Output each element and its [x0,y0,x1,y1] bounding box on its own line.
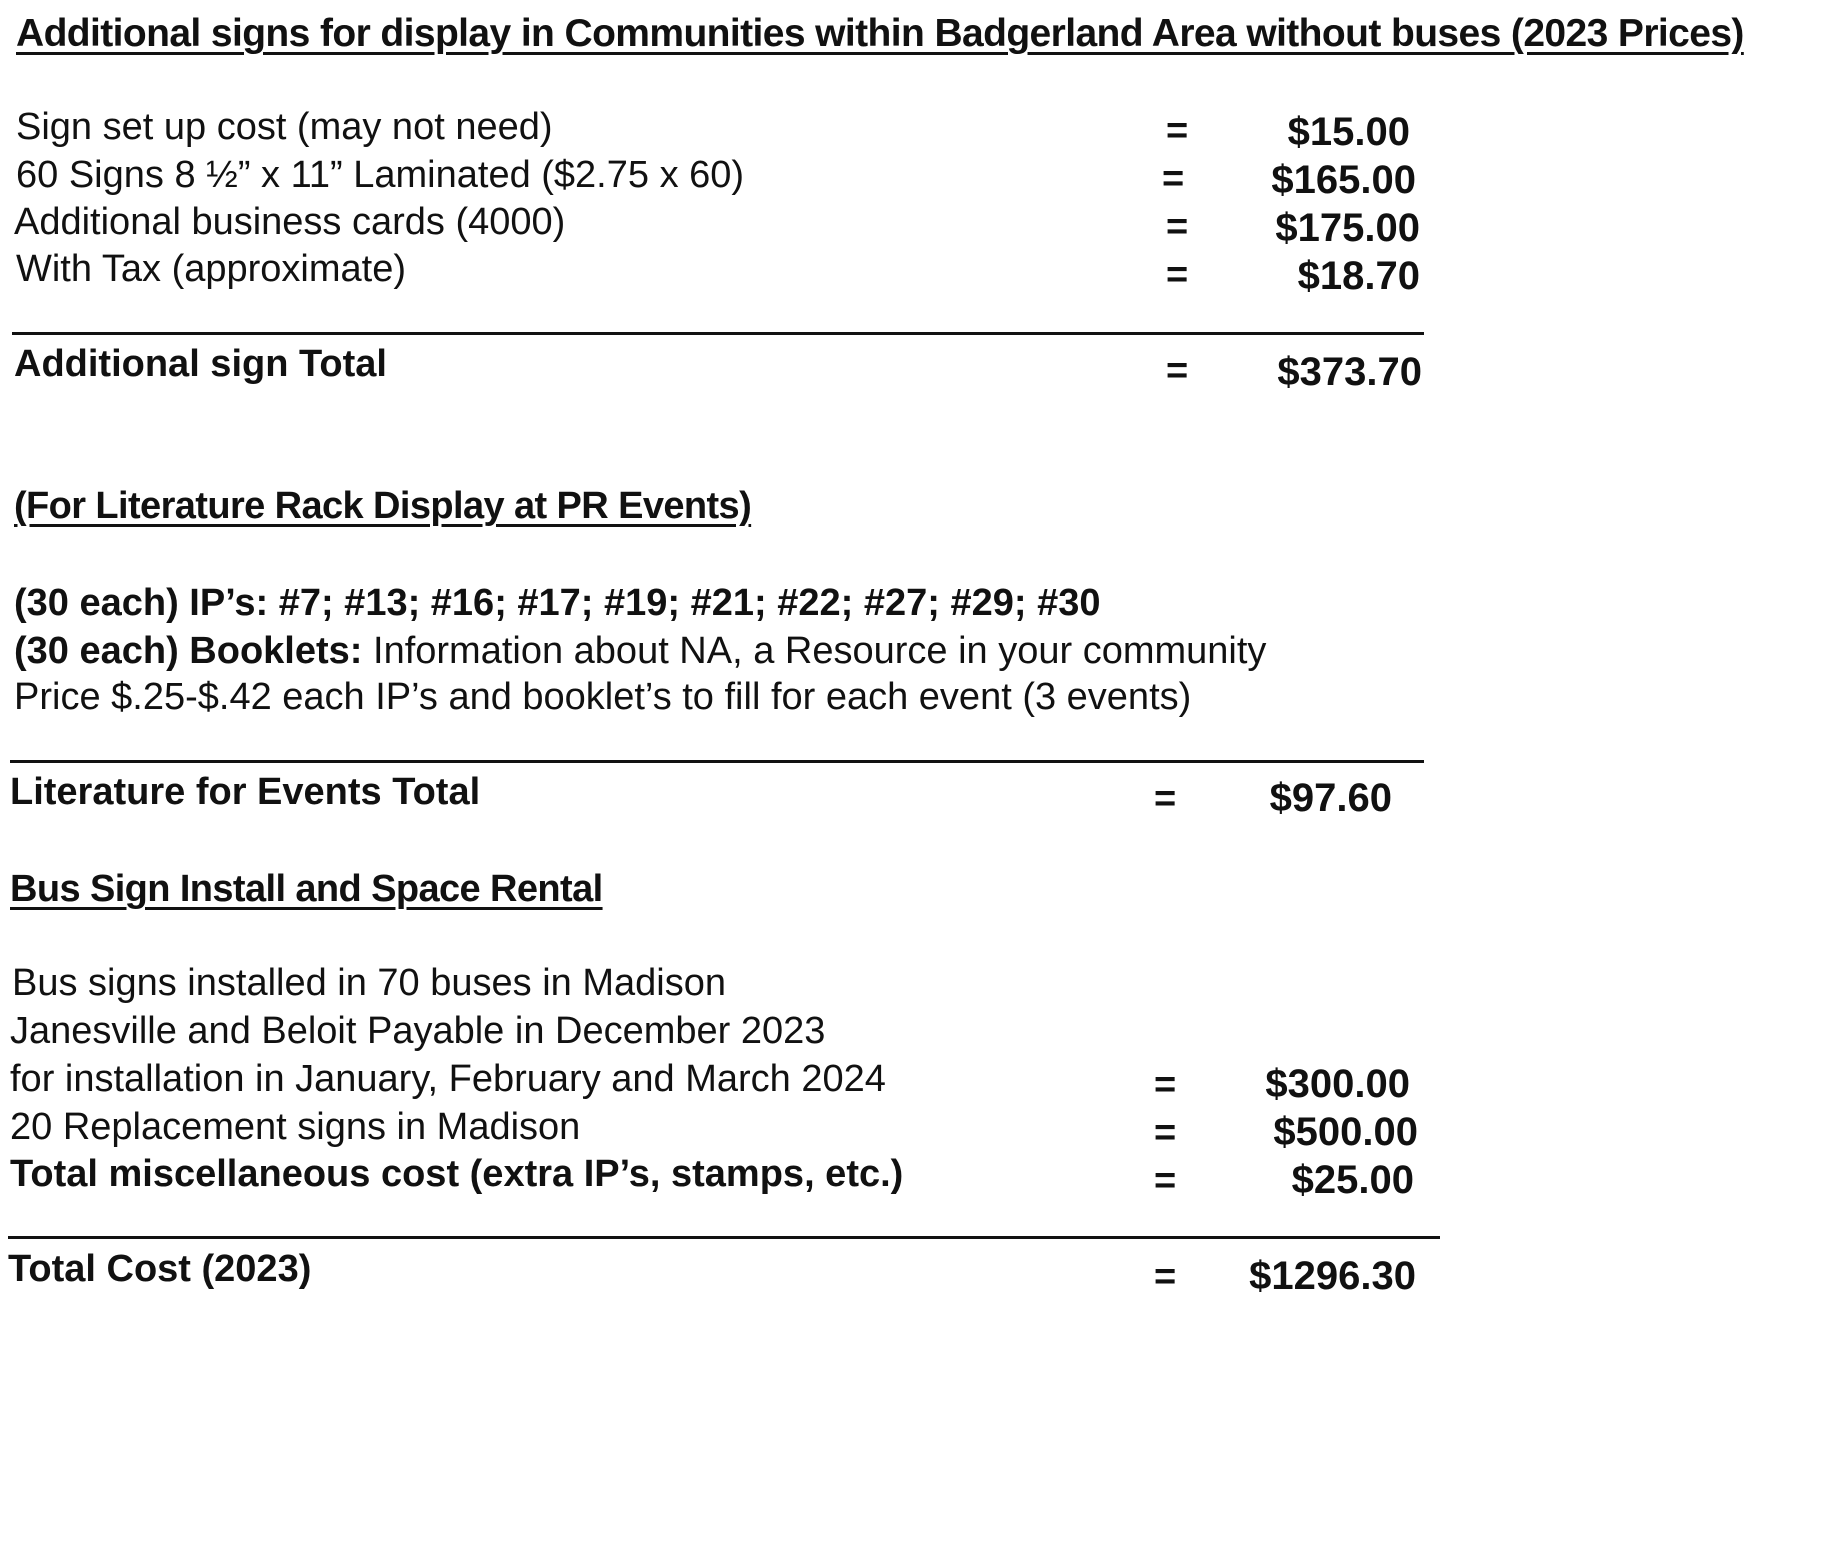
equals-sign: = [1166,350,1189,392]
equals-sign: = [1154,1064,1177,1106]
booklets-label: (30 each) Booklets: [14,630,363,672]
price-line: Price $.25-$.42 each IP’s and booklet’s to fill for each event (3 events) [14,676,1192,718]
item-label: Sign set up cost (may not need) [16,106,553,148]
item-amount: $25.00 [1291,1158,1414,1202]
grand-total-amount: $1296.30 [1249,1254,1416,1298]
subtotal-amount: $373.70 [1277,350,1422,394]
equals-sign: = [1154,1256,1177,1298]
item-label: Total miscellaneous cost (extra IP’s, stamps, etc.) [10,1153,904,1195]
subtotal-amount: $97.60 [1269,776,1392,820]
equals-sign: = [1154,778,1177,820]
item-label: Additional business cards (4000) [14,201,566,243]
booklets-line [14,632,1266,670]
item-amount: $175.00 [1275,206,1420,250]
item-label: With Tax (approximate) [16,248,406,290]
equals-sign: = [1154,1112,1177,1154]
subtotal-label: Literature for Events Total [10,771,481,813]
item-amount: $18.70 [1297,254,1420,298]
item-label: for installation in January, February and March 2024 [10,1058,886,1100]
equals-sign: = [1154,1160,1177,1202]
item-label: 60 Signs 8 ½” x 11” Laminated ($2.75 x 60) [16,154,745,196]
item-amount: $300.00 [1265,1062,1410,1106]
body-line: Bus signs installed in 70 buses in Madison [12,962,726,1004]
item-amount: $15.00 [1287,110,1410,154]
section3-heading: Bus Sign Install and Space Rental [10,868,603,910]
section1-heading: Additional signs for display in Communities within Badgerland Area without buses (2023 Prices) [16,12,1744,55]
equals-sign: = [1166,254,1189,296]
equals-sign: = [1166,206,1189,248]
divider-line [12,332,1424,335]
equals-sign: = [1166,110,1189,152]
divider-line [8,1236,1440,1239]
item-amount: $500.00 [1273,1110,1418,1154]
equals-sign: = [1162,158,1185,200]
subtotal-label: Additional sign Total [14,343,387,385]
grand-total-label: Total Cost (2023) [8,1248,312,1290]
divider-line [10,760,1424,763]
ip-list-line: (30 each) IP’s: #7; #13; #16; #17; #19; #21; #22; #27; #29; #30 [14,582,1101,624]
booklets-description: Information about NA, a Resource in your community [362,630,1267,672]
item-amount: $165.00 [1271,158,1416,202]
body-line: Janesville and Beloit Payable in December 2023 [10,1010,826,1052]
item-label: 20 Replacement signs in Madison [10,1106,581,1148]
section2-heading: (For Literature Rack Display at PR Events) [14,485,752,527]
